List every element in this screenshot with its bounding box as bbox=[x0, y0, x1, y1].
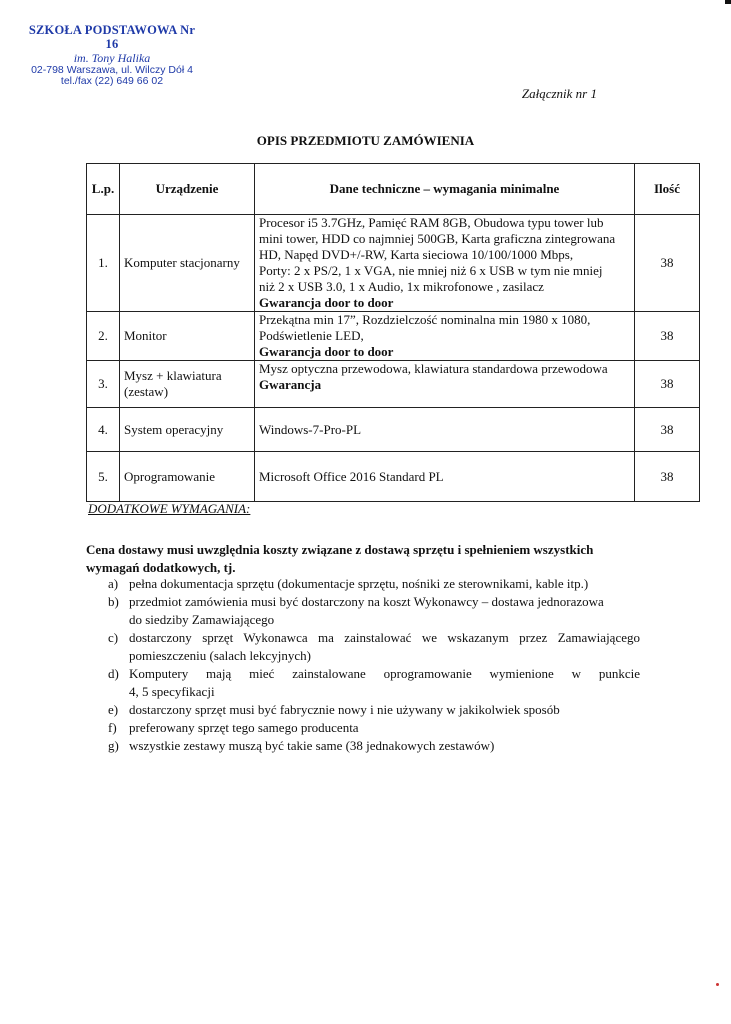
list-item-line: preferowany sprzęt tego samego producenta bbox=[129, 720, 359, 735]
quantity: 38 bbox=[635, 408, 700, 452]
lead-line: Cena dostawy musi uwzględnia koszty związane z dostawą sprzętu i spełnieniem wszystkich bbox=[86, 542, 594, 557]
list-marker: c) bbox=[108, 630, 119, 645]
header-quantity: Ilość bbox=[635, 164, 700, 215]
technical-description bbox=[255, 215, 635, 312]
row-number: 3. bbox=[87, 361, 120, 408]
list-item-line: wszystkie zestawy muszą być takie same (38 jednakowych zestawów) bbox=[129, 738, 495, 753]
list-item-line: 4, 5 specyfikacji bbox=[129, 684, 215, 699]
quantity: 38 bbox=[635, 452, 700, 502]
list-item bbox=[100, 629, 640, 665]
school-stamp bbox=[22, 24, 202, 88]
device-name: Oprogramowanie bbox=[120, 452, 255, 502]
list-item-line: dostarczony sprzęt musi być fabrycznie nowy i nie używany w jakikolwiek sposób bbox=[129, 702, 560, 717]
list-marker: d) bbox=[108, 666, 119, 681]
table-row bbox=[87, 408, 700, 452]
description-line: mini tower, HDD co najmniej 500GB, Karta graficzna zintegrowana bbox=[259, 231, 616, 246]
specification-table bbox=[86, 163, 700, 502]
list-marker: f) bbox=[108, 720, 117, 735]
description-line: Przekątna min 17”, Rozdzielczość nominalna min 1980 x 1080, bbox=[259, 312, 591, 327]
header-technical-data: Dane techniczne – wymagania minimalne bbox=[255, 164, 635, 215]
list-item-line: dostarczony sprzęt Wykonawca ma zainstalować we wskazanym przez Zamawiającego bbox=[129, 630, 640, 645]
scan-edge-mark bbox=[725, 0, 731, 4]
description-line: Porty: 2 x PS/2, 1 x VGA, nie mniej niż 6 x USB w tym nie mniej bbox=[259, 263, 603, 278]
device-name-line: Mysz + klawiatura bbox=[124, 368, 222, 383]
header-lp: L.p. bbox=[87, 164, 120, 215]
table-row bbox=[87, 215, 700, 312]
list-marker: g) bbox=[108, 738, 119, 753]
list-item bbox=[100, 719, 640, 737]
list-marker: b) bbox=[108, 594, 119, 609]
list-marker: a) bbox=[108, 576, 119, 591]
table-header-row bbox=[87, 164, 700, 215]
lead-paragraph bbox=[86, 541, 646, 577]
technical-description: Microsoft Office 2016 Standard PL bbox=[255, 452, 635, 502]
description-line: niż 2 x USB 3.0, 1 x Audio, 1x mikrofonowe , zasilacz bbox=[259, 279, 544, 294]
technical-description: Windows-7-Pro-PL bbox=[255, 408, 635, 452]
list-item-line: pełna dokumentacja sprzętu (dokumentacje sprzętu, nośniki ze sterownikami, kable itp.) bbox=[129, 576, 589, 591]
table-row bbox=[87, 452, 700, 502]
list-item-line: pomieszczeniu (salach lekcyjnych) bbox=[129, 648, 311, 663]
device-name-line: (zestaw) bbox=[124, 384, 169, 399]
annex-label: Załącznik nr 1 bbox=[521, 86, 597, 101]
list-item-line: do siedziby Zamawiającego bbox=[129, 612, 275, 627]
description-line: HD, Napęd DVD+/-RW, Karta sieciowa 10/100/1000 Mbps, bbox=[259, 247, 574, 262]
row-number: 2. bbox=[87, 312, 120, 361]
stamp-phone: tel./fax (22) 649 66 02 bbox=[60, 75, 164, 88]
warranty-line: Gwarancja door to door bbox=[259, 295, 394, 310]
section-title: DODATKOWE WYMAGANIA: bbox=[88, 501, 251, 516]
quantity: 38 bbox=[635, 215, 700, 312]
stamp-address: 02-798 Warszawa, ul. Wilczy Dół 4 bbox=[31, 63, 193, 76]
device-name: Komputer stacjonarny bbox=[120, 215, 255, 312]
list-marker: e) bbox=[108, 702, 119, 717]
list-item bbox=[100, 701, 640, 719]
quantity: 38 bbox=[635, 312, 700, 361]
requirements-list bbox=[100, 575, 640, 755]
list-item bbox=[100, 665, 640, 701]
list-item-line: przedmiot zamówienia musi być dostarczony na koszt Wykonawcy – dostawa jednorazowa bbox=[129, 594, 604, 609]
description-line: Procesor i5 3.7GHz, Pamięć RAM 8GB, Obudowa typu tower lub bbox=[259, 215, 604, 230]
document-title: OPIS PRZEDMIOTU ZAMÓWIENIA bbox=[256, 133, 475, 148]
row-number: 4. bbox=[87, 408, 120, 452]
stamp-patron: im. Tony Halika bbox=[73, 50, 151, 65]
stamp-school-name: SZKOŁA PODSTAWOWA Nr 16 bbox=[28, 23, 196, 51]
description-line: Podświetlenie LED, bbox=[259, 328, 364, 343]
row-number: 5. bbox=[87, 452, 120, 502]
table-row bbox=[87, 361, 700, 408]
device-name: Monitor bbox=[120, 312, 255, 361]
device-name bbox=[120, 361, 255, 408]
list-item-line: Komputery mają mieć zainstalowane oprogramowanie wymienione w punkcie bbox=[129, 666, 640, 681]
technical-description bbox=[255, 312, 635, 361]
header-device: Urządzenie bbox=[120, 164, 255, 215]
warranty-line: Gwarancja door to door bbox=[259, 344, 394, 359]
table-row bbox=[87, 312, 700, 361]
list-item bbox=[100, 593, 640, 629]
scan-artifact-dot bbox=[716, 983, 719, 986]
quantity: 38 bbox=[635, 361, 700, 408]
row-number: 1. bbox=[87, 215, 120, 312]
list-item bbox=[100, 737, 640, 755]
lead-line: wymagań dodatkowych, tj. bbox=[86, 560, 236, 575]
description-line: Mysz optyczna przewodowa, klawiatura standardowa przewodowa bbox=[259, 361, 608, 376]
warranty-line: Gwarancja bbox=[259, 377, 322, 392]
device-name: System operacyjny bbox=[120, 408, 255, 452]
list-item bbox=[100, 575, 640, 593]
technical-description bbox=[255, 361, 635, 408]
